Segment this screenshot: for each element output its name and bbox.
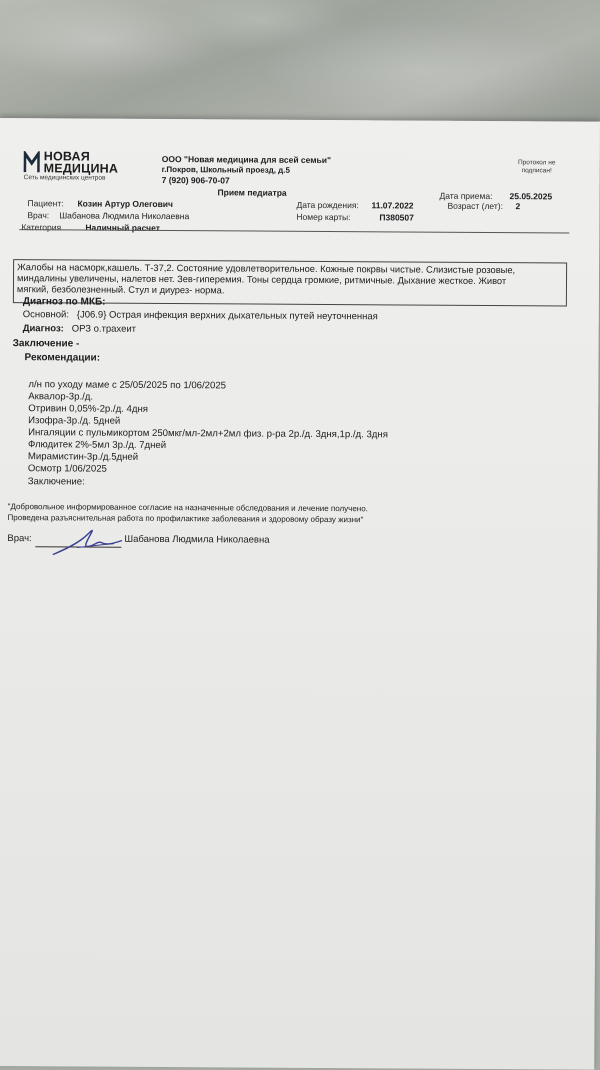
card-number-label: Номер карты:	[296, 211, 351, 223]
recommendations-heading: Рекомендации:	[24, 352, 101, 364]
main-diagnosis: {J06.9} Острая инфекция верхних дыхательных путей неуточненная	[76, 309, 378, 323]
recommendations-conclusion: Заключение:	[27, 476, 85, 488]
complaints-text: Жалобы на насморк,кашель. Т-37,2. Состояние удовлетворительное. Кожные покрвы чистые. Слизистые розовые, миндалины увеличены, налетов нет. Зев-гиперемия. Тоны сердца громкие, ритмичные. Дыхание жесткое. Живот мягкий, безболезненный. Стул и диурез- норма.	[16, 262, 516, 296]
age-label: Возраст (лет):	[447, 200, 503, 212]
logo-tagline: Сеть медицинских центров	[23, 174, 106, 182]
organization-phone: 7 (920) 906-70-07	[161, 174, 230, 186]
visit-date: 25.05.2025	[509, 191, 553, 202]
signature-label: Врач:	[7, 533, 32, 545]
consent-line-1: "Добровольное информированное согласие на назначенные обследования и лечение получено.	[7, 502, 368, 514]
age-value: 2	[515, 201, 521, 212]
medical-document	[0, 118, 600, 1070]
recommendation-item: Мирамистин-3р./д.5дней	[27, 451, 139, 463]
main-diagnosis-label: Основной:	[22, 309, 70, 321]
recommendation-item: Изофра-3р./д. 5дней	[28, 415, 121, 427]
conclusion-heading: Заключение -	[12, 338, 80, 350]
logo-icon	[24, 151, 40, 173]
recommendation-item: Аквалор-3р./д.	[28, 391, 94, 403]
birth-date: 11.07.2022	[371, 200, 414, 211]
diagnosis-value: ОРЗ о.трахеит	[71, 323, 137, 335]
organization-name: ООО "Новая медицина для всей семьи"	[161, 153, 332, 166]
signature-doctor-name: Шабанова Людмила Николаевна	[124, 533, 270, 546]
patient-name: Козин Артур Олегович	[77, 198, 174, 210]
recommendation-item: Ингаляции с пульмикортом 250мкг/мл-2мл+2мл физ. р-ра 2р./д. 3дня,1р./д. 3дня	[28, 427, 388, 441]
payment-category: Наличный расчет	[85, 222, 160, 233]
recommendation-item: Осмотр 1/06/2025	[27, 463, 107, 475]
birth-date-label: Дата рождения:	[296, 199, 359, 211]
visit-date-label: Дата приема:	[439, 190, 493, 202]
doctor-name: Шабанова Людмила Николаевна	[59, 210, 190, 222]
diagnosis-label: Диагноз:	[22, 323, 64, 335]
logo-name: НОВАЯ МЕДИЦИНА	[43, 149, 119, 176]
visit-title: Прием педиатра	[217, 187, 287, 198]
recommendation-item: Отривин 0,05%-2р./д. 4дня	[28, 403, 148, 415]
patient-label: Пациент:	[27, 198, 64, 209]
mkb-diagnosis-heading: Диагноз по МКБ:	[22, 296, 106, 308]
protocol-note: Протокол не подписан!	[517, 159, 556, 175]
consent-line-2: Проведена разъяснительная работа по профилактике заболевания и здоровому образу жизни"	[7, 513, 364, 525]
doctor-label: Врач:	[27, 210, 50, 221]
handwritten-signature	[47, 522, 127, 558]
recommendation-item: Флюдитек 2%-5мл 3р./д. 7дней	[27, 439, 167, 452]
recommendation-item: л/н по уходу маме с 25/05/2025 по 1/06/2025	[28, 379, 227, 392]
category-label: Категория	[21, 222, 62, 233]
card-number: П380507	[379, 212, 414, 223]
organization-address: г.Покров, Школьный проезд, д.5	[161, 164, 290, 175]
